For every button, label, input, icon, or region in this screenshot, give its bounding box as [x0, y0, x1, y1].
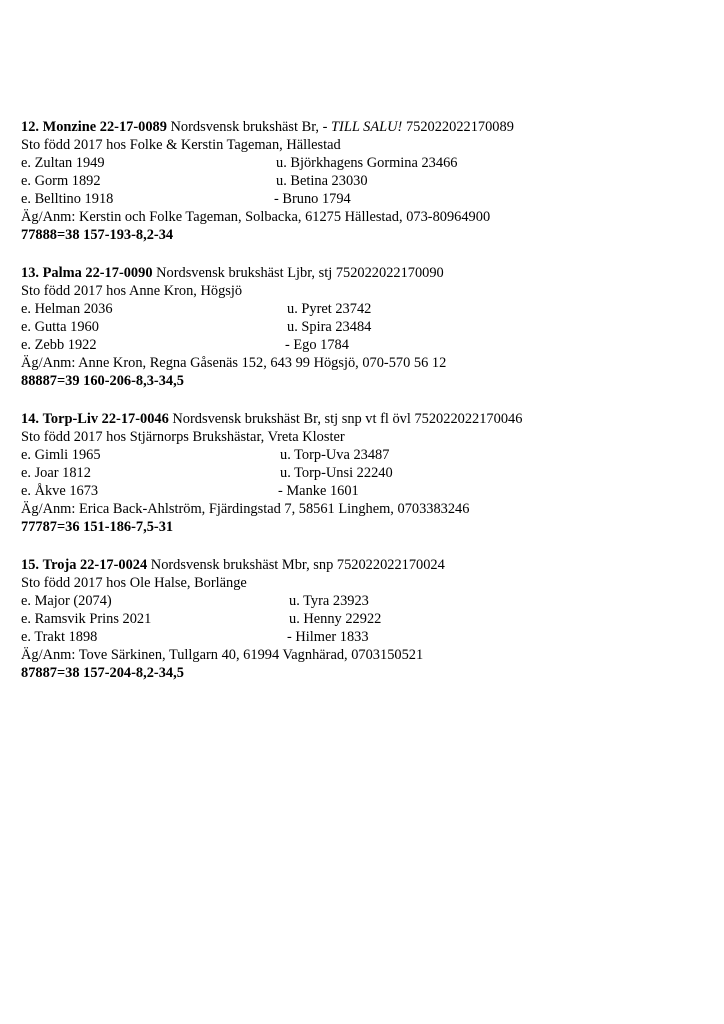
breeder-line: Sto född 2017 hos Stjärnorps Brukshästar, Vreta Kloster	[21, 429, 345, 445]
horse-entry	[21, 264, 711, 390]
entry-heading	[21, 556, 711, 574]
pedigree-sire: e. Helman 2036	[21, 301, 113, 317]
pedigree-row	[21, 446, 711, 464]
pedigree-dam: - Hilmer 1833	[287, 629, 369, 645]
horse-entry	[21, 118, 711, 244]
pedigree-dam: u. Henny 22922	[289, 611, 382, 627]
pedigree-dam: u. Torp-Uva 23487	[280, 447, 390, 463]
pedigree-sire: e. Åkve 1673	[21, 483, 99, 499]
pedigree-sire: e. Gorm 1892	[21, 173, 101, 189]
horse-entry	[21, 556, 711, 682]
horse-name-registration: Torp-Liv 22-17-0046	[42, 411, 169, 427]
entry-heading	[21, 118, 711, 136]
owner-line: Äg/Anm: Kerstin och Folke Tageman, Solbacka, 61275 Hällestad, 073-80964900	[21, 209, 491, 225]
chip-number: 752022022170089	[402, 119, 514, 135]
pedigree-dam: - Manke 1601	[278, 483, 359, 499]
pedigree-sire: e. Major (2074)	[21, 593, 112, 609]
horse-description: Nordsvensk brukshäst Br, stj snp vt fl övl 752022022170046	[168, 411, 523, 427]
breeder-line: Sto född 2017 hos Ole Halse, Borlänge	[21, 575, 247, 591]
pedigree-dam: u. Björkhagens Gormina 23466	[276, 155, 458, 171]
entry-heading	[21, 410, 711, 428]
horse-description: Nordsvensk brukshäst Mbr, snp 752022022170024	[147, 557, 445, 573]
pedigree-dam: u. Pyret 23742	[287, 301, 372, 317]
pedigree-dam: - Ego 1784	[285, 337, 349, 353]
entry-number: 12.	[21, 119, 39, 135]
horse-name-registration: Monzine 22-17-0089	[42, 119, 167, 135]
catalog-page	[21, 118, 711, 702]
pedigree-row	[21, 482, 711, 500]
owner-line: Äg/Anm: Anne Kron, Regna Gåsenäs 152, 643 99 Högsjö, 070-570 56 12	[21, 355, 447, 371]
entry-number: 13.	[21, 265, 39, 281]
pedigree-row	[21, 300, 711, 318]
pedigree-row	[21, 318, 711, 336]
pedigree-row	[21, 610, 711, 628]
entry-number: 15.	[21, 557, 39, 573]
pedigree-dam: - Bruno 1794	[274, 191, 351, 207]
pedigree-sire: e. Ramsvik Prins 2021	[21, 611, 152, 627]
horse-entry	[21, 410, 711, 536]
breeder-line: Sto född 2017 hos Anne Kron, Högsjö	[21, 283, 243, 299]
score-line: 77787=36 151-186-7,5-31	[21, 519, 174, 535]
pedigree-row	[21, 464, 711, 482]
pedigree-dam: u. Betina 23030	[276, 173, 368, 189]
pedigree-row	[21, 336, 711, 354]
score-line: 87887=38 157-204-8,2-34,5	[21, 665, 184, 681]
pedigree-sire: e. Trakt 1898	[21, 629, 98, 645]
pedigree-row	[21, 154, 711, 172]
pedigree-row	[21, 172, 711, 190]
pedigree-dam: u. Torp-Unsi 22240	[280, 465, 393, 481]
pedigree-dam: u. Tyra 23923	[289, 593, 369, 609]
horse-name-registration: Palma 22-17-0090	[42, 265, 153, 281]
score-line: 77888=38 157-193-8,2-34	[21, 227, 174, 243]
pedigree-sire: e. Joar 1812	[21, 465, 91, 481]
owner-line: Äg/Anm: Erica Back-Ahlström, Fjärdingstad 7, 58561 Linghem, 0703383246	[21, 501, 470, 517]
pedigree-row	[21, 190, 711, 208]
for-sale-label: TILL SALU!	[331, 119, 403, 135]
horse-name-registration: Troja 22-17-0024	[42, 557, 148, 573]
pedigree-sire: e. Zultan 1949	[21, 155, 105, 171]
owner-line: Äg/Anm: Tove Särkinen, Tullgarn 40, 61994 Vagnhärad, 0703150521	[21, 647, 424, 663]
entry-number: 14.	[21, 411, 39, 427]
pedigree-row	[21, 592, 711, 610]
pedigree-row	[21, 628, 711, 646]
pedigree-sire: e. Zebb 1922	[21, 337, 97, 353]
pedigree-sire: e. Gimli 1965	[21, 447, 101, 463]
horse-description: Nordsvensk brukshäst Br, -	[166, 119, 332, 135]
entry-heading	[21, 264, 711, 282]
score-line: 88887=39 160-206-8,3-34,5	[21, 373, 184, 389]
pedigree-sire: e. Belltino 1918	[21, 191, 114, 207]
pedigree-dam: u. Spira 23484	[287, 319, 372, 335]
breeder-line: Sto född 2017 hos Folke & Kerstin Tageman, Hällestad	[21, 137, 341, 153]
horse-description: Nordsvensk brukshäst Ljbr, stj 752022022170090	[152, 265, 444, 281]
pedigree-sire: e. Gutta 1960	[21, 319, 99, 335]
